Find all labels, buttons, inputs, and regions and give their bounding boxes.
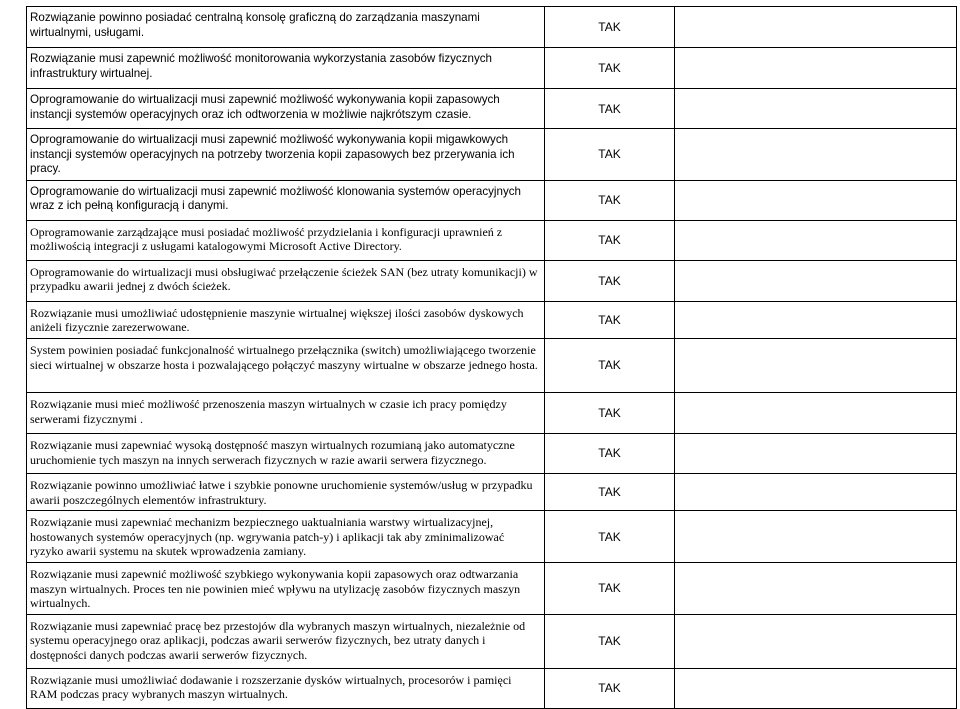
table-row [27, 338, 957, 392]
table-row [27, 473, 957, 510]
requirement-description-cell: Rozwiązanie musi zapewnić możliwość szybkiego wykonywania kopii zapasowych oraz odtwarzania maszyn wirtualnych. Proces ten nie powinien mieć wpływu na utylizację zasobów fizycznych maszyn wirtualnych. [27, 562, 545, 614]
table-row [27, 129, 957, 181]
requirement-description-cell: Oprogramowanie do wirtualizacji musi zapewnić możliwość wykonywania kopii migawkowych instancji systemów operacyjnych na potrzeby tworzenia kopii zapasowych bez przerywania ich pracy. [27, 129, 545, 181]
requirement-description-cell: Oprogramowanie do wirtualizacji musi zapewnić możliwość wykonywania kopii zapasowych instancji systemów operacyjnych oraz ich odtworzenia w możliwie najkrótszym czasie. [27, 89, 545, 129]
requirement-answer-cell: TAK [545, 614, 675, 668]
requirement-notes-cell[interactable] [675, 614, 957, 668]
requirement-answer-cell: TAK [545, 48, 675, 89]
requirement-notes-cell[interactable] [675, 301, 957, 338]
requirement-notes-cell[interactable] [675, 511, 957, 563]
table-row [27, 562, 957, 614]
table-row [27, 511, 957, 563]
requirement-description-cell: Rozwiązanie musi mieć możliwość przenoszenia maszyn wirtualnych w czasie ich pracy pomiędzy serwerami fizycznymi . [27, 392, 545, 433]
requirement-answer-cell: TAK [545, 562, 675, 614]
requirement-description-cell: Rozwiązanie musi zapewniać pracę bez przestojów dla wybranych maszyn wirtualnych, niezależnie od systemu operacyjnego oraz aplikacji, podczas awarii serwerów fizycznych, bez utraty danych i dostępności danych podczas awarii serwerów fizycznych. [27, 614, 545, 668]
requirement-notes-cell[interactable] [675, 338, 957, 392]
requirement-notes-cell[interactable] [675, 129, 957, 181]
requirement-description-cell: Oprogramowanie do wirtualizacji musi obsługiwać przełączenie ścieżek SAN (bez utraty komunikacji) w przypadku awarii jednej z dwóch ścieżek. [27, 260, 545, 301]
requirement-notes-cell[interactable] [675, 48, 957, 89]
requirement-notes-cell[interactable] [675, 433, 957, 473]
table-row [27, 433, 957, 473]
requirement-notes-cell[interactable] [675, 392, 957, 433]
requirement-answer-cell: TAK [545, 668, 675, 708]
table-row [27, 48, 957, 89]
requirement-answer-cell: TAK [545, 338, 675, 392]
requirement-notes-cell[interactable] [675, 668, 957, 708]
requirement-answer-cell: TAK [545, 129, 675, 181]
requirement-notes-cell[interactable] [675, 562, 957, 614]
requirement-notes-cell[interactable] [675, 89, 957, 129]
requirement-description-cell: Rozwiązanie musi zapewnić możliwość monitorowania wykorzystania zasobów fizycznych infrastruktury wirtualnej. [27, 48, 545, 89]
requirement-notes-cell[interactable] [675, 220, 957, 260]
requirement-description-cell: Oprogramowanie do wirtualizacji musi zapewnić możliwość klonowania systemów operacyjnych wraz z ich pełną konfiguracją i danymi. [27, 180, 545, 220]
requirement-description-cell: Rozwiązanie powinno umożliwiać łatwe i szybkie ponowne uruchomienie systemów/usług w przypadku awarii poszczególnych elementów infrastruktury. [27, 473, 545, 510]
requirement-description-cell: Rozwiązanie musi zapewniać wysoką dostępność maszyn wirtualnych rozumianą jako automatyczne uruchomienie tych maszyn na innych serwerach fizycznych w razie awarii serwera fizycznego. [27, 433, 545, 473]
table-row [27, 668, 957, 708]
table-row [27, 614, 957, 668]
table-row [27, 301, 957, 338]
requirements-table [26, 6, 957, 709]
requirement-description-cell: Rozwiązanie musi zapewniać mechanizm bezpiecznego uaktualniania warstwy wirtualizacyjnej, hostowanych systemów operacyjnych (np. wgrywania patch-y) i aplikacji tak aby zminimalizować ryzyko awarii systemu na skutek wprowadzenia zamiany. [27, 511, 545, 563]
requirement-answer-cell: TAK [545, 220, 675, 260]
requirement-answer-cell: TAK [545, 301, 675, 338]
requirement-notes-cell[interactable] [675, 473, 957, 510]
requirement-answer-cell: TAK [545, 473, 675, 510]
requirement-answer-cell: TAK [545, 7, 675, 48]
table-row [27, 392, 957, 433]
table-row [27, 7, 957, 48]
requirement-description-cell: Rozwiązanie musi umożliwiać dodawanie i rozszerzanie dysków wirtualnych, procesorów i pamięci RAM podczas pracy wybranych maszyn wirtualnych. [27, 668, 545, 708]
requirement-description-cell: Oprogramowanie zarządzające musi posiadać możliwość przydzielania i konfiguracji uprawnień z możliwością integracji z usługami katalogowymi Microsoft Active Directory. [27, 220, 545, 260]
table-row [27, 89, 957, 129]
requirement-answer-cell: TAK [545, 433, 675, 473]
requirement-notes-cell[interactable] [675, 7, 957, 48]
requirement-answer-cell: TAK [545, 392, 675, 433]
requirement-answer-cell: TAK [545, 180, 675, 220]
requirement-description-cell: Rozwiązanie powinno posiadać centralną konsolę graficzną do zarządzania maszynami wirtualnymi, usługami. [27, 7, 545, 48]
requirement-answer-cell: TAK [545, 89, 675, 129]
requirement-answer-cell: TAK [545, 511, 675, 563]
table-row [27, 220, 957, 260]
table-row [27, 260, 957, 301]
table-row [27, 180, 957, 220]
requirement-notes-cell[interactable] [675, 260, 957, 301]
requirement-notes-cell[interactable] [675, 180, 957, 220]
requirement-description-cell: Rozwiązanie musi umożliwiać udostępnienie maszynie wirtualnej większej ilości zasobów dyskowych aniżeli fizycznie zarezerwowane. [27, 301, 545, 338]
requirements-table-body [27, 7, 957, 709]
requirement-description-cell: System powinien posiadać funkcjonalność wirtualnego przełącznika (switch) umożliwiającego tworzenie sieci wirtualnej w obszarze hosta i pozwalającego połączyć maszyny wirtualne w obszarze jednego hosta. [27, 338, 545, 392]
requirement-answer-cell: TAK [545, 260, 675, 301]
